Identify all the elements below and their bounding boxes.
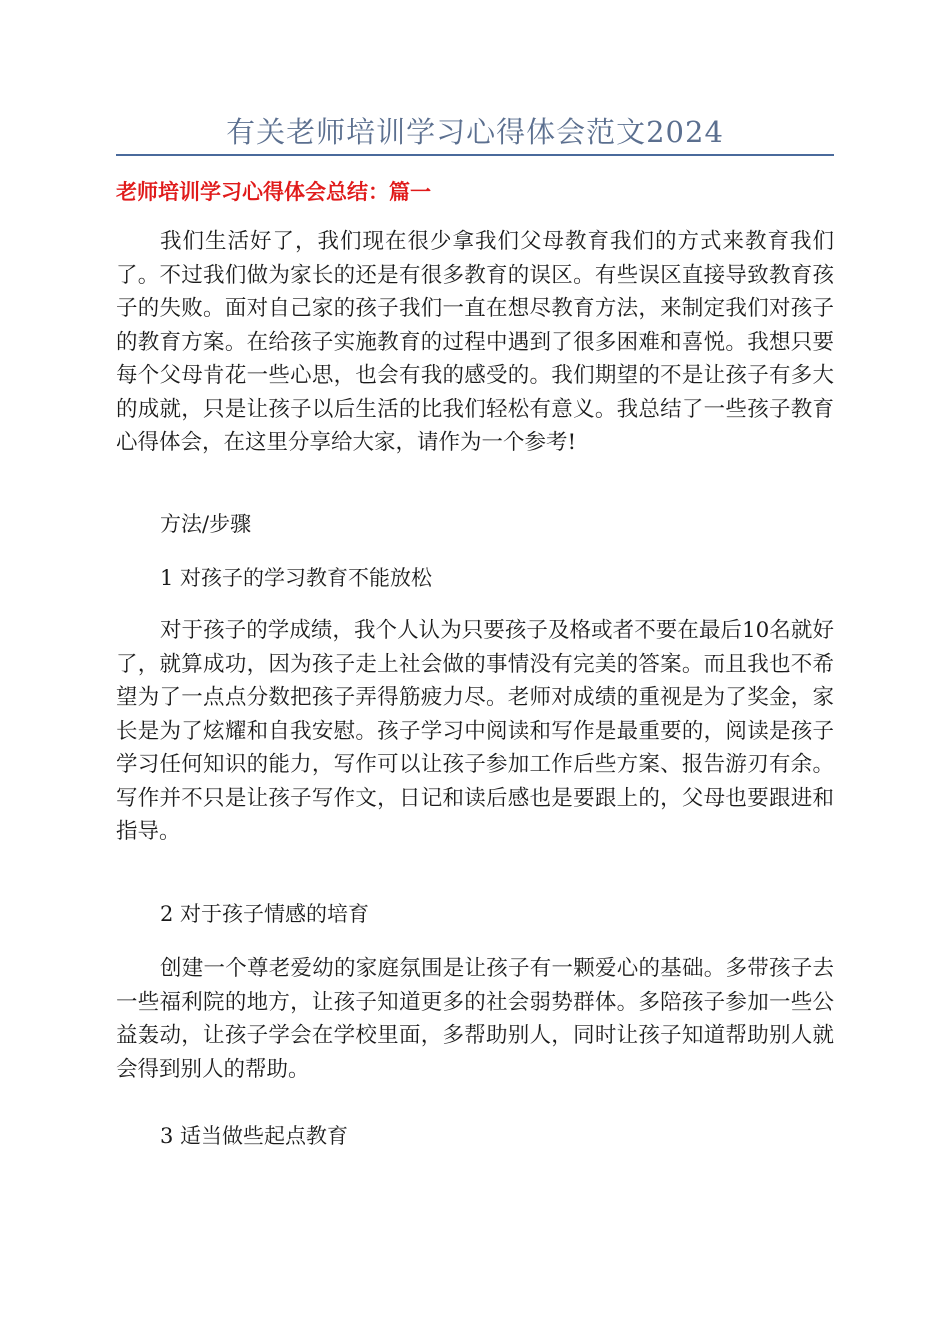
intro-paragraph: 我们生活好了，我们现在很少拿我们父母教育我们的方式来教育我们了。不过我们做为家长的还是有很多教育的误区。有些误区直接导致教育孩子的失败。面对自己家的孩子我们一直在想尽教育方法，来制定我们对孩子的教育方案。在给孩子实施教育的过程中遇到了很多困难和喜悦。我想只要每个父母肯花一些心思，也会有我的感受的。我们期望的不是让孩子有多大的成就，只是让孩子以后生活的比我们轻松有意义。我总结了一些孩子教育心得体会，在这里分享给大家，请作为一个参考! <box>116 229 834 455</box>
step-1-heading: 1 对孩子的学习教育不能放松 <box>160 566 433 590</box>
title-underline <box>116 154 834 156</box>
section-heading: 老师培训学习心得体会总结：篇一 <box>116 180 431 204</box>
page-title: 有关老师培训学习心得体会范文2024 <box>226 115 724 149</box>
step-2-heading: 2 对于孩子情感的培育 <box>160 902 370 926</box>
methods-label: 方法/步骤 <box>160 512 252 536</box>
step-3-heading: 3 适当做些起点教育 <box>160 1124 349 1148</box>
step-1-paragraph: 对于孩子的学成绩，我个人认为只要孩子及格或者不要在最后10名就好了，就算成功，因为孩子走上社会做的事情没有完美的答案。而且我也不希望为了一点点分数把孩子弄得筋疲力尽。老师对成绩的重视是为了奖金，家长是为了炫耀和自我安慰。孩子学习中阅读和写作是最重要的，阅读是孩子学习任何知识的能力，写作可以让孩子参加工作后些方案、报告游刃有余。写作并不只是让孩子写作文，日记和读后感也是要跟上的，父母也要跟进和指导。 <box>116 618 834 844</box>
step-2-paragraph: 创建一个尊老爱幼的家庭氛围是让孩子有一颗爱心的基础。多带孩子去一些福利院的地方，让孩子知道更多的社会弱势群体。多陪孩子参加一些公益轰动，让孩子学会在学校里面，多帮助别人，同时让孩子知道帮助别人就会得到别人的帮助。 <box>116 956 834 1082</box>
